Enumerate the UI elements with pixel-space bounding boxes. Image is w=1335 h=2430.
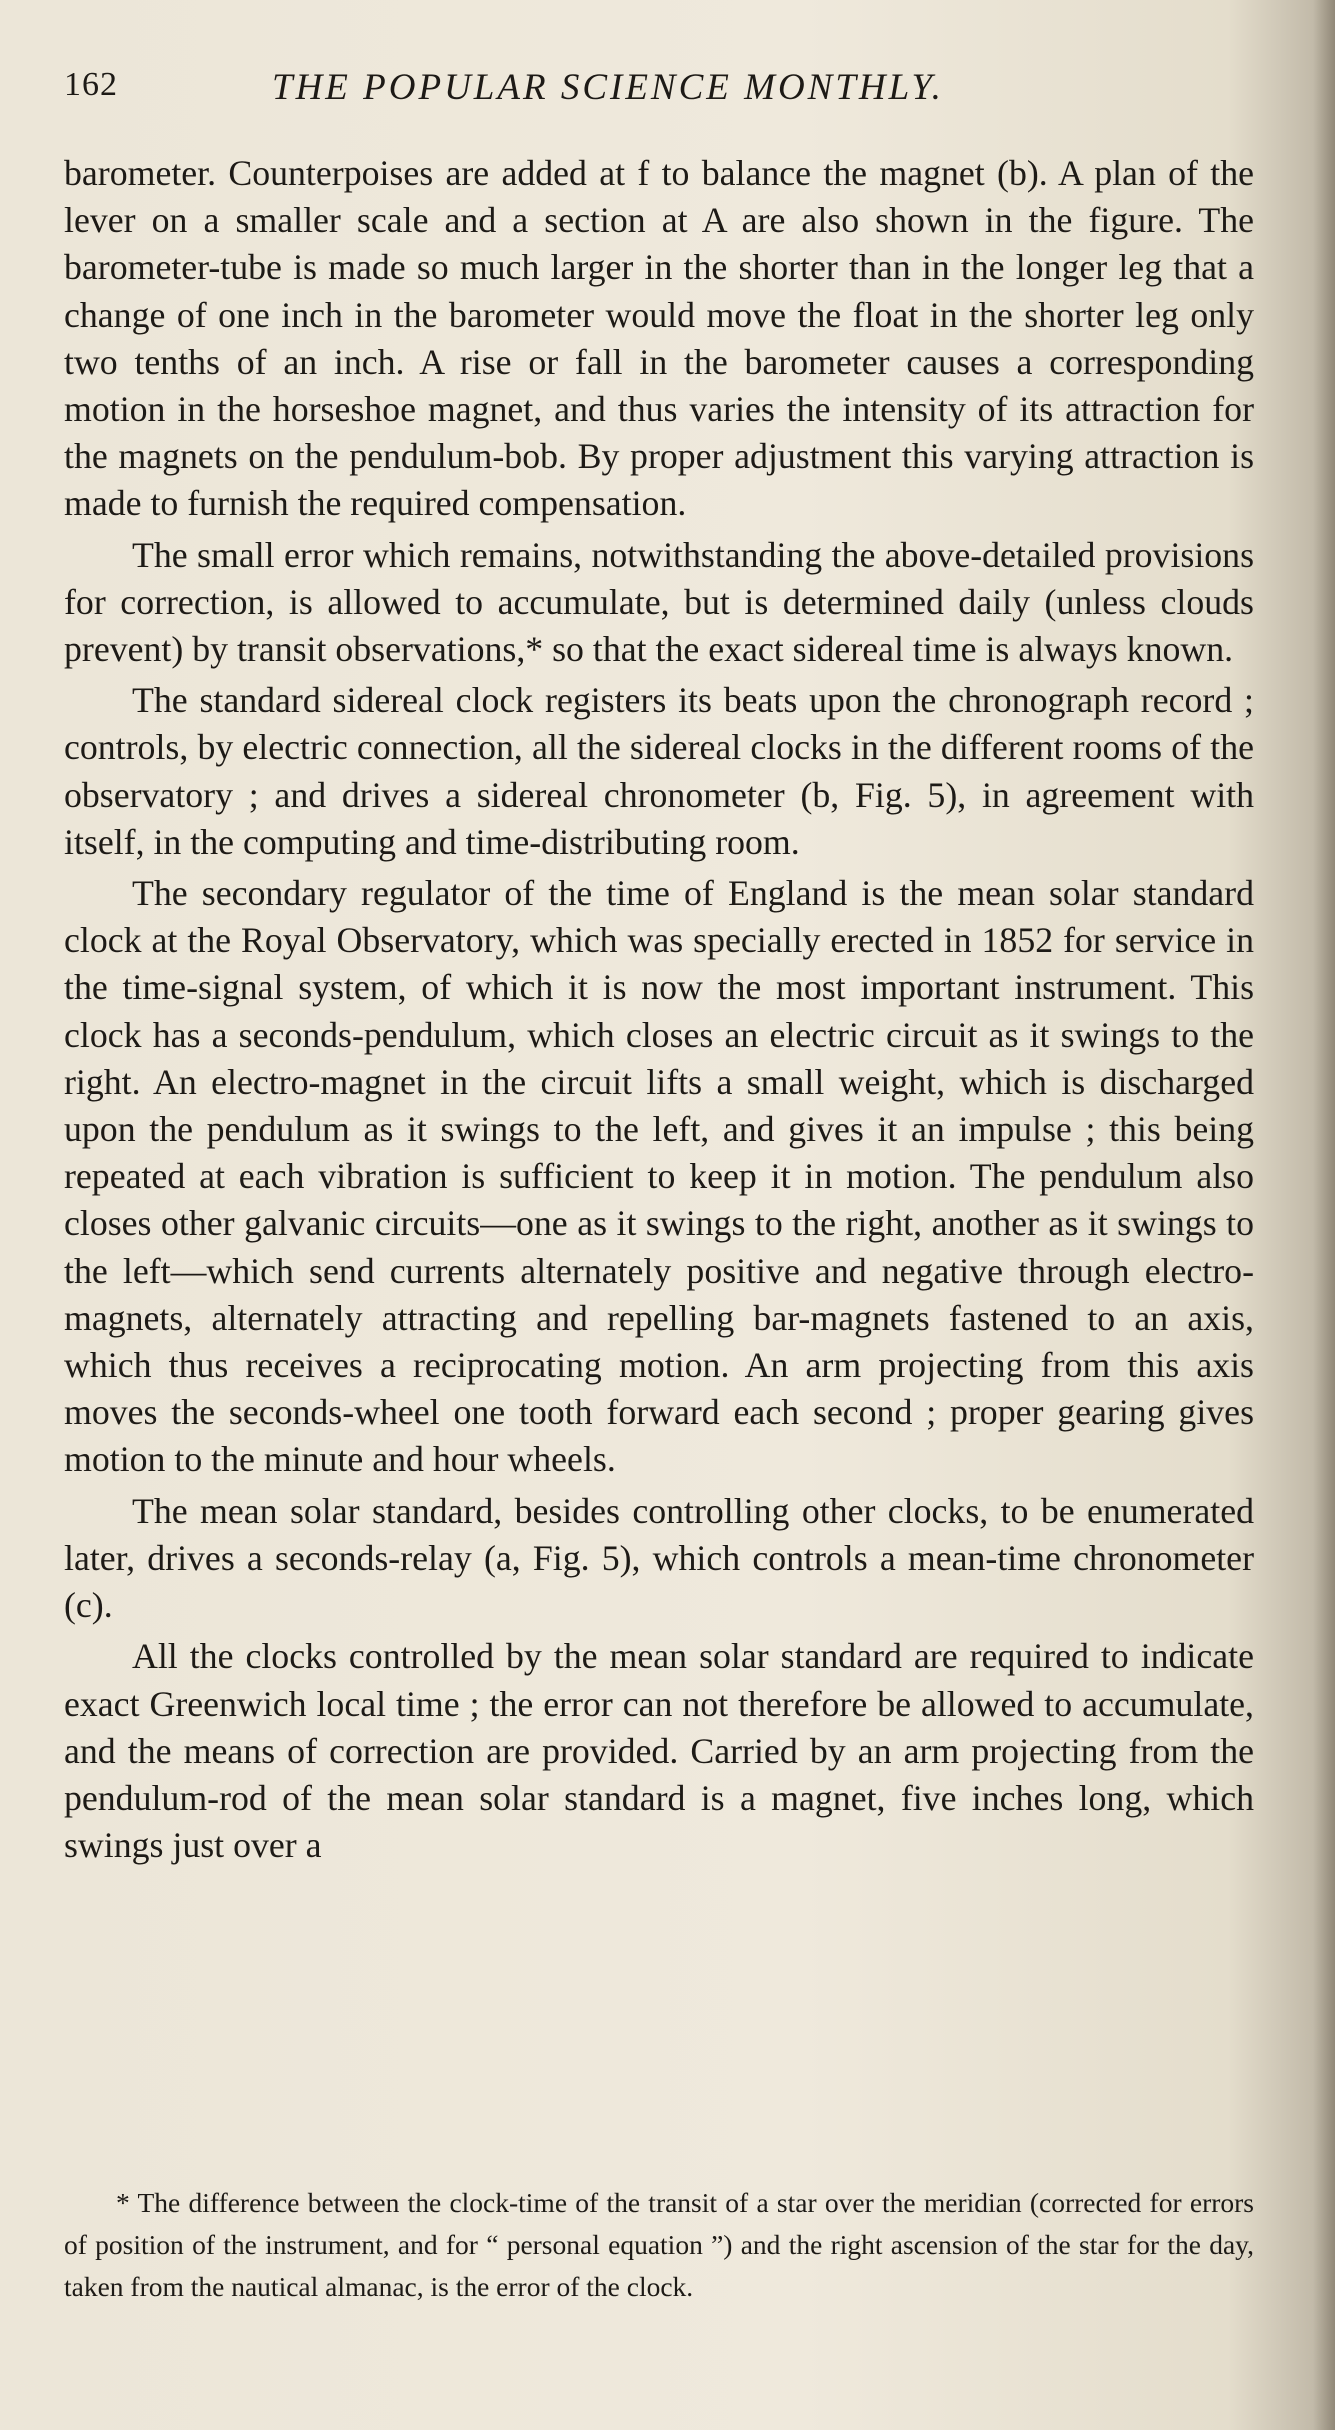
paragraph-barometer-continued: barometer. Counterpoises are added at f to balance the magnet (b). A plan of the lever on a smaller scale and a section at A are also shown in the figure. The barometer-tube is made so much larger in the shorter than in the longer leg that a change of one inch in the barometer would move the float in the shorter leg only two tenths of an inch. A rise or fall in the barometer causes a corresponding motion in the horseshoe magnet, and thus varies the intensity of its attraction for the magnets on the pendulum-bob. By proper adjustment this varying attraction is made to furnish the required compensation. xyxy=(64,153,1254,524)
footnote xyxy=(64,2182,1254,2308)
paragraph-mean-solar-standard: The mean solar standard, besides controlling other clocks, to be enumerated later, drives a seconds-relay (a, Fig. 5), which controls a mean-time chronometer (c). xyxy=(64,1490,1254,1626)
page-edge-shadow xyxy=(1313,0,1335,2430)
paragraph-secondary-regulator: The secondary regulator of the time of England is the mean solar standard clock at the Royal Observatory, which was specially erected in 1852 for service in the time-signal system, of which it is now the most important instrument. This clock has a seconds-pendulum, which closes an electric circuit as it swings to the right. An electro-magnet in the circuit lifts a small weight, which is discharged upon the pendulum as it swings to the left, and gives it an impulse ; this being repeated at each vibration is sufficient to keep it in motion. The pendulum also closes other galvanic circuits—one as it swings to the right, another as it swings to the left—which send currents alternately positive and negative through electro-magnets, alternately attracting and repelling bar-magnets fastened to an axis, which thus receives a reciprocating motion. An arm projecting from this axis moves the seconds-wheel one tooth forward each second ; proper gearing gives motion to the minute and hour wheels. xyxy=(64,873,1254,1480)
page-number: 162 xyxy=(64,66,118,103)
body-text xyxy=(64,150,1254,1869)
paragraph-sidereal-clock: The standard sidereal clock registers its beats upon the chronograph record ; controls, by electric connection, all the sidereal clocks in the different rooms of the observatory ; and drives a sidereal chronometer (b, Fig. 5), in agreement with itself, in the computing and time-distributing room. xyxy=(64,680,1254,862)
page-header xyxy=(64,66,1104,116)
paragraph-clocks-controlled: All the clocks controlled by the mean solar standard are required to indicate exact Greenwich local time ; the error can not therefore be allowed to accumulate, and the means of correction are provided. Carried by an arm projecting from the pendulum-rod of the mean solar standard is a magnet, five inches long, which swings just over a xyxy=(64,1636,1254,1866)
paragraph-small-error: The small error which remains, notwithstanding the above-detailed provisions for correction, is allowed to accumulate, but is determined daily (unless clouds prevent) by transit observations,* so that the exact sidereal time is always known. xyxy=(64,534,1254,670)
footnote-text: * The difference between the clock-time of the transit of a star over the meridian (corrected for errors of position of the instrument, and for “ personal equation ”) and the right ascension of the star for the day, taken from the nautical almanac, is the error of the clock. xyxy=(64,2187,1254,2302)
running-head: THE POPULAR SCIENCE MONTHLY. xyxy=(272,67,944,108)
